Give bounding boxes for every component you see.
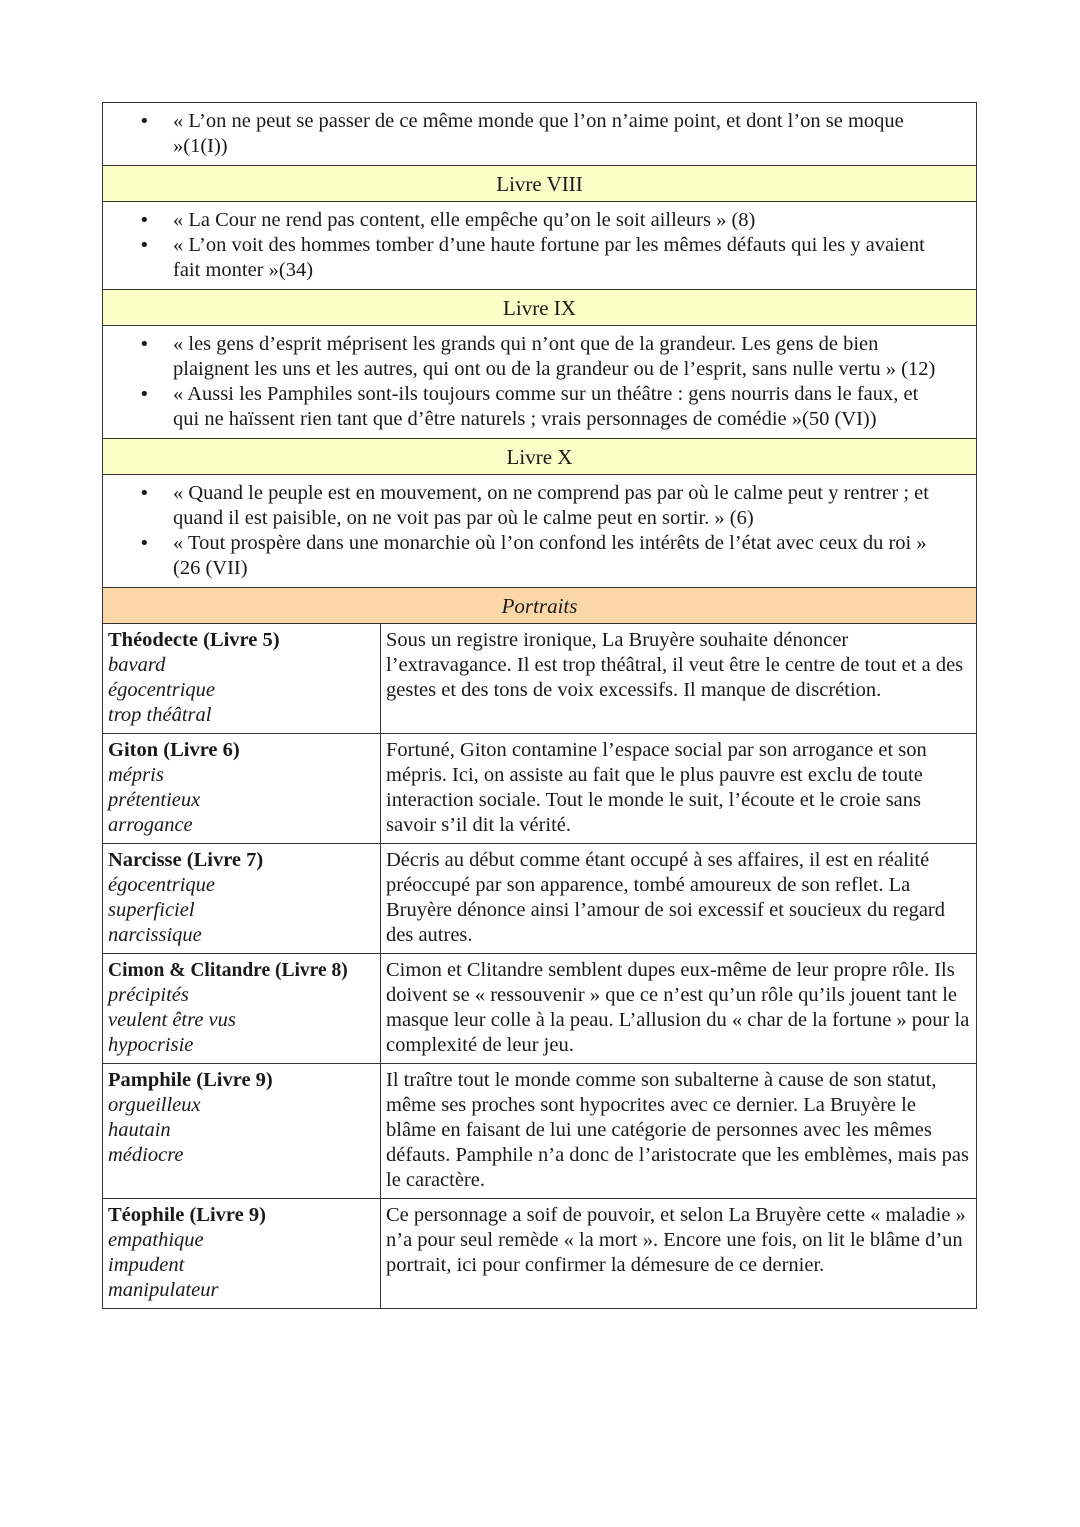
livre8-quotes-block: [103, 202, 976, 290]
portrait-analysis: Sous un registre ironique, La Bruyère souhaite dénoncer l’extravagance. Il est trop théâtral, il veut être le centre de tout et a des gestes et des tons de voix excessifs. Il manque de discrétion.: [386, 629, 964, 701]
portrait-row-cimon-clitandre: [103, 954, 976, 1064]
portrait-analysis: Décris au début comme étant occupé à ses affaires, il est en réalité préoccupé par son apparence, tombé amoureux de son reflet. La Bruyère dénonce ainsi l’amour de soi excessif et soucieux du regard des autres.: [386, 849, 945, 946]
quote-item: • « les gens d’esprit méprisent les grands qui n’ont que de la grandeur. Les gens de bien plaignent les uns et les autres, qui ont ou de la grandeur ou de l’esprit, sans nulle vertu » (12): [103, 332, 976, 382]
portrait-trait: bavard: [108, 654, 166, 676]
quote-item: • « Aussi les Pamphiles sont-ils toujours comme sur un théâtre : gens nourris dans le faux, et qui ne haïssent rien tant que d’être naturels ; vrais personnages de comédie »(50 (VI)): [103, 382, 976, 432]
portrait-trait: arrogance: [108, 814, 193, 836]
portrait-trait: veulent être vus: [108, 1009, 236, 1031]
portrait-analysis: Cimon et Clitandre semblent dupes eux-même de leur propre rôle. Ils doivent se « ressouvenir » que ce n’est qu’un rôle qu’ils jouent tant le masque leur colle à la peau. L’allusion du « char de la fortune » pour la complexité de leur jeu.: [386, 959, 970, 1056]
literature-notes-table: [102, 102, 977, 1309]
section-header-livre-10: Livre X: [103, 439, 976, 475]
portrait-trait: mépris: [108, 764, 164, 786]
portrait-trait: égocentrique: [108, 679, 216, 701]
livre10-quotes-block: [103, 475, 976, 588]
portrait-trait: impudent: [108, 1254, 185, 1276]
livre7-quotes-block: [103, 103, 976, 166]
portrait-trait: narcissique: [108, 924, 202, 946]
portrait-trait: médiocre: [108, 1144, 184, 1166]
portrait-analysis: Ce personnage a soif de pouvoir, et selon La Bruyère cette « maladie » n’a pour seul remède « la mort ». Encore une fois, on lit le blâme d’un portrait, ici pour confirmer la démesure de ce dernier.: [386, 1204, 966, 1276]
portrait-name: Cimon & Clitandre (Livre 8): [108, 960, 348, 981]
portrait-trait: précipités: [108, 984, 189, 1006]
section-header-portraits: Portraits: [103, 588, 976, 624]
portrait-row-giton: [103, 734, 976, 844]
portrait-trait: manipulateur: [108, 1279, 219, 1301]
section-header-livre-8: Livre VIII: [103, 166, 976, 202]
section-header-livre-9: Livre IX: [103, 290, 976, 326]
portrait-character-cell: [103, 954, 381, 1063]
portrait-character-cell: [103, 1199, 381, 1308]
portrait-name: Narcisse (Livre 7): [108, 849, 264, 871]
portrait-character-cell: [103, 734, 381, 843]
portrait-trait: égocentrique: [108, 874, 216, 896]
portrait-character-cell: [103, 624, 381, 733]
portrait-character-cell: [103, 844, 381, 953]
portrait-trait: prétentieux: [108, 789, 201, 811]
portrait-name: Giton (Livre 6): [108, 739, 240, 761]
portrait-row-theodecte: [103, 624, 976, 734]
portrait-analysis: Il traître tout le monde comme son subalterne à cause de son statut, même ses proches sont hypocrites avec ce dernier. La Bruyère le blâme en faisant de lui une catégorie de personnes avec les mêmes défauts. Pamphile n’a donc de l’aristocrate que les emblèmes, mais pas le caractère.: [386, 1069, 969, 1191]
portrait-trait: superficiel: [108, 899, 195, 921]
portrait-row-pamphile: [103, 1064, 976, 1199]
quote-item: • « Tout prospère dans une monarchie où l’on confond les intérêts de l’état avec ceux du roi » (26 (VII): [103, 531, 976, 581]
portrait-trait: orgueilleux: [108, 1094, 201, 1116]
portrait-trait: hypocrisie: [108, 1034, 194, 1056]
livre9-quotes-block: [103, 326, 976, 439]
quote-item: • « L’on ne peut se passer de ce même monde que l’on n’aime point, et dont l’on se moque »(1(I)): [103, 109, 976, 159]
portrait-name: Téophile (Livre 9): [108, 1204, 266, 1226]
portrait-trait: trop théâtral: [108, 704, 212, 726]
quote-item: • « La Cour ne rend pas content, elle empêche qu’on le soit ailleurs » (8): [103, 208, 976, 233]
quote-item: • « L’on voit des hommes tomber d’une haute fortune par les mêmes défauts qui les y avaient fait monter »(34): [103, 233, 976, 283]
portrait-name: Théodecte (Livre 5): [108, 629, 280, 651]
portrait-row-narcisse: [103, 844, 976, 954]
portrait-name: Pamphile (Livre 9): [108, 1069, 273, 1091]
portrait-row-teophile: [103, 1199, 976, 1308]
portrait-character-cell: [103, 1064, 381, 1198]
portrait-trait: empathique: [108, 1229, 204, 1251]
portrait-analysis: Fortuné, Giton contamine l’espace social par son arrogance et son mépris. Ici, on assiste au fait que le plus pauvre est exclu de toute interaction sociale. Tout le monde le suit, l’écoute et le croie sans savoir s’il dit la vérité.: [386, 739, 927, 836]
portrait-trait: hautain: [108, 1119, 171, 1141]
quote-item: • « Quand le peuple est en mouvement, on ne comprend pas par où le calme peut y rentrer ; et quand il est paisible, on ne voit pas par où le calme peut en sortir. » (6): [103, 481, 976, 531]
